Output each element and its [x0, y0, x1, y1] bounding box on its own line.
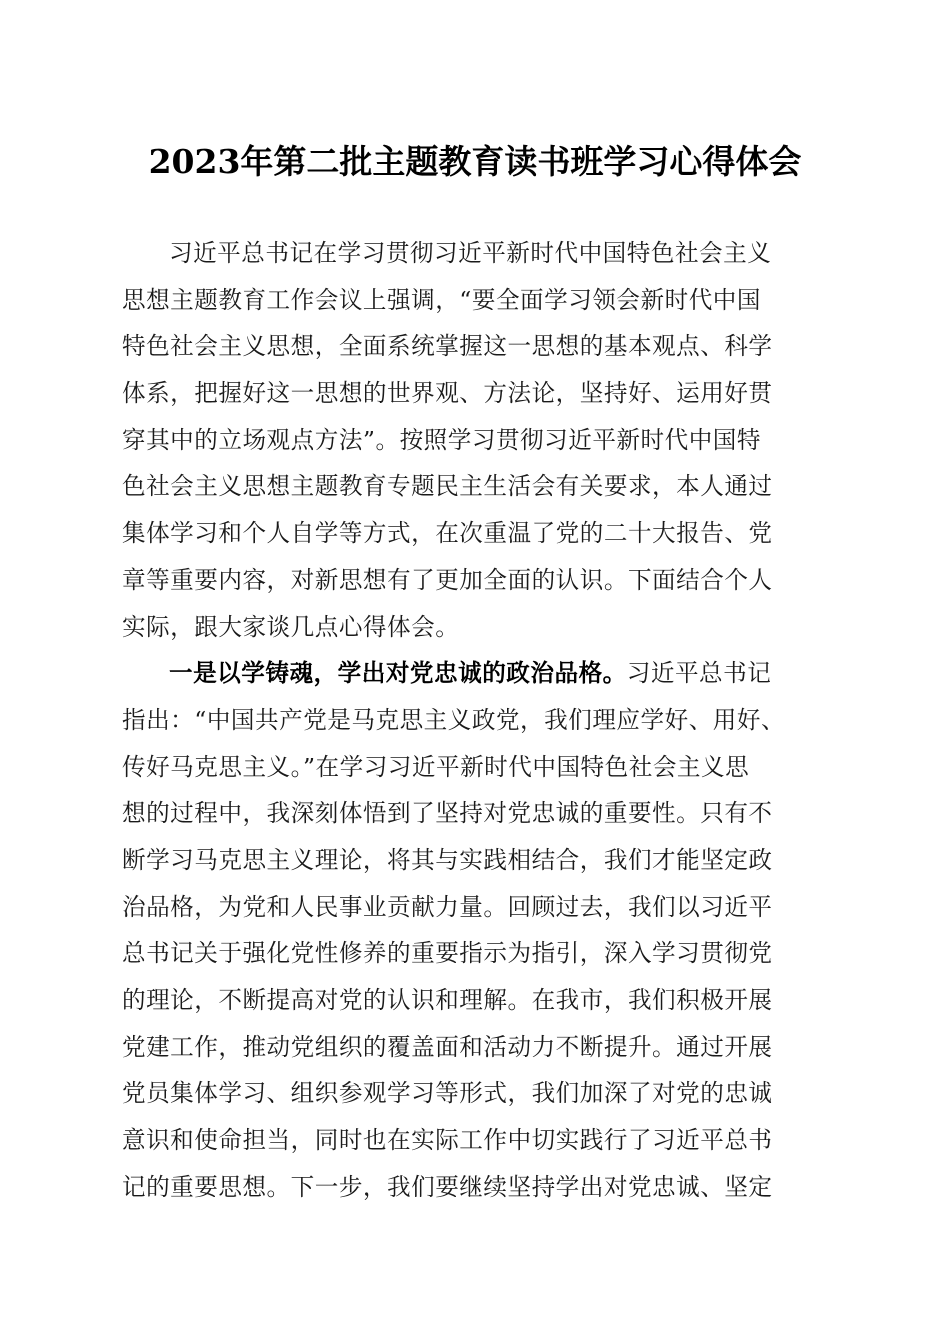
text-line: 集体学习和个人自学等方式，在次重温了党的二十大报告、党: [122, 519, 773, 548]
section-heading: 一是以学铸魂，学出对党忠诚的政治品格。: [169, 659, 627, 688]
text-line: 想的过程中，我深刻体悟到了坚持对党忠诚的重要性。只有不: [122, 799, 773, 828]
text-line: 穿其中的立场观点方法”。按照学习贯彻习近平新时代中国特: [122, 425, 761, 454]
document-body: [122, 230, 822, 1210]
text-line: 意识和使命担当，同时也在实际工作中切实践行了习近平总书: [122, 1126, 773, 1155]
text-line: 色社会主义思想主题教育专题民主生活会有关要求，本人通过: [122, 472, 773, 501]
text-line: 章等重要内容，对新思想有了更加全面的认识。下面结合个人: [122, 565, 773, 594]
text-line: 的理论，不断提高对党的认识和理解。在我市，我们积极开展: [122, 986, 773, 1014]
text-line: 实际，跟大家谈几点心得体会。: [122, 612, 460, 641]
text-span: 习近平总书记: [626, 659, 772, 688]
text-line: 传好马克思主义。”在学习习近平新时代中国特色社会主义思: [122, 752, 750, 781]
text-line: 特色社会主义思想，全面系统掌握这一思想的基本观点、科学: [122, 332, 773, 361]
text-line: 总书记关于强化党性修养的重要指示为指引，深入学习贯彻党: [122, 939, 773, 968]
text-line: 断学习马克思主义理论，将其与实践相结合，我们才能坚定政: [122, 845, 773, 874]
text-line: 治品格，为党和人民事业贡献力量。回顾过去，我们以习近平: [122, 892, 773, 921]
text-line: 党建工作，推动党组织的覆盖面和活动力不断提升。通过开展: [122, 1032, 773, 1061]
text-line: 党员集体学习、组织参观学习等形式，我们加深了对党的忠诚: [122, 1079, 773, 1108]
text-line: 习近平总书记在学习贯彻习近平新时代中国特色社会主义: [169, 239, 772, 267]
text-line: 思想主题教育工作会议上强调，“要全面学习领会新时代中国: [122, 285, 761, 314]
text-line: 指出：“中国共产党是马克思主义政党，我们理应学好、用好、: [122, 705, 786, 734]
document-title: 2023年第二批主题教育读书班学习心得体会: [148, 142, 802, 181]
paragraph-intro: [122, 230, 822, 650]
paragraph-point-one: [122, 650, 822, 1210]
text-line: [122, 650, 822, 697]
text-line: 记的重要思想。下一步，我们要继续坚持学出对党忠诚、坚定: [122, 1172, 773, 1201]
text-line: 体系，把握好这一思想的世界观、方法论，坚持好、运用好贯: [122, 379, 773, 408]
